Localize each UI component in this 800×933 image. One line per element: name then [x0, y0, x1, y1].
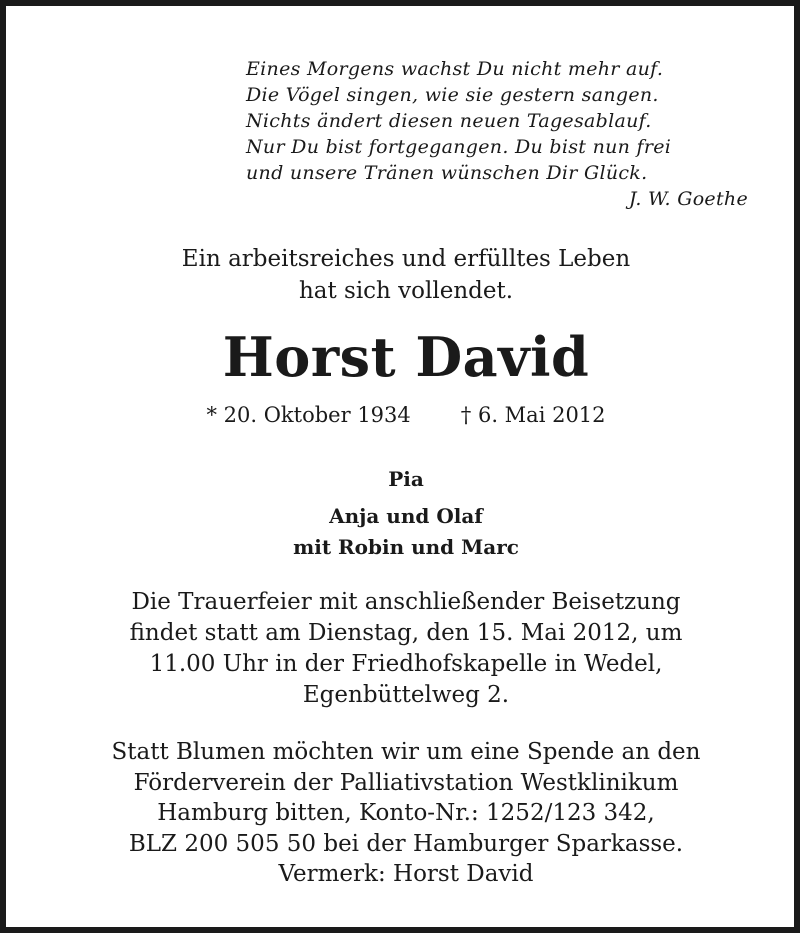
ceremony-line: Die Trauerfeier mit anschließender Beisetzung	[131, 589, 681, 615]
goethe-poem	[246, 56, 748, 212]
poem-line: Nichts ändert diesen neuen Tagesablauf.	[246, 110, 652, 132]
donation-line: Förderverein der Palliativstation Westklinikum	[133, 769, 679, 796]
ceremony-line: 11.00 Uhr in der Friedhofskapelle in Wedel,	[149, 651, 663, 677]
intro-text	[6, 243, 800, 307]
ceremony-info	[6, 587, 800, 711]
mourner-line: Anja und Olaf	[329, 504, 483, 528]
poem-author: J. W. Goethe	[628, 188, 748, 210]
donation-info	[6, 737, 800, 890]
poem-line: und unsere Tränen wünschen Dir Glück.	[246, 162, 648, 184]
donation-line: Statt Blumen möchten wir um eine Spende an den	[111, 739, 701, 765]
death-date: † 6. Mai 2012	[460, 403, 606, 427]
poem-line: Nur Du bist fortgegangen. Du bist nun frei	[246, 136, 672, 158]
deceased-name: Horst David	[222, 325, 590, 389]
intro-line: hat sich vollendet.	[298, 278, 514, 304]
intro-line: Ein arbeitsreiches und erfülltes Leben	[181, 246, 631, 272]
life-dates	[6, 400, 800, 430]
mourner-line: Pia	[388, 467, 424, 491]
mourner-line: mit Robin und Marc	[293, 535, 519, 559]
family-mourners	[6, 464, 800, 563]
ceremony-line: Egenbüttelweg 2.	[302, 682, 510, 708]
poem-line: Die Vögel singen, wie sie gestern sangen.	[246, 84, 659, 106]
donation-line: Hamburg bitten, Konto-Nr.: 1252/123 342,	[157, 800, 655, 826]
ceremony-line: findet statt am Dienstag, den 15. Mai 2012, um	[129, 620, 683, 646]
donation-line: BLZ 200 505 50 bei der Hamburger Sparkasse.	[128, 830, 684, 857]
donation-line: Vermerk: Horst David	[278, 861, 534, 887]
poem-line: Eines Morgens wachst Du nicht mehr auf.	[246, 58, 664, 80]
birth-date: * 20. Oktober 1934	[206, 403, 411, 427]
